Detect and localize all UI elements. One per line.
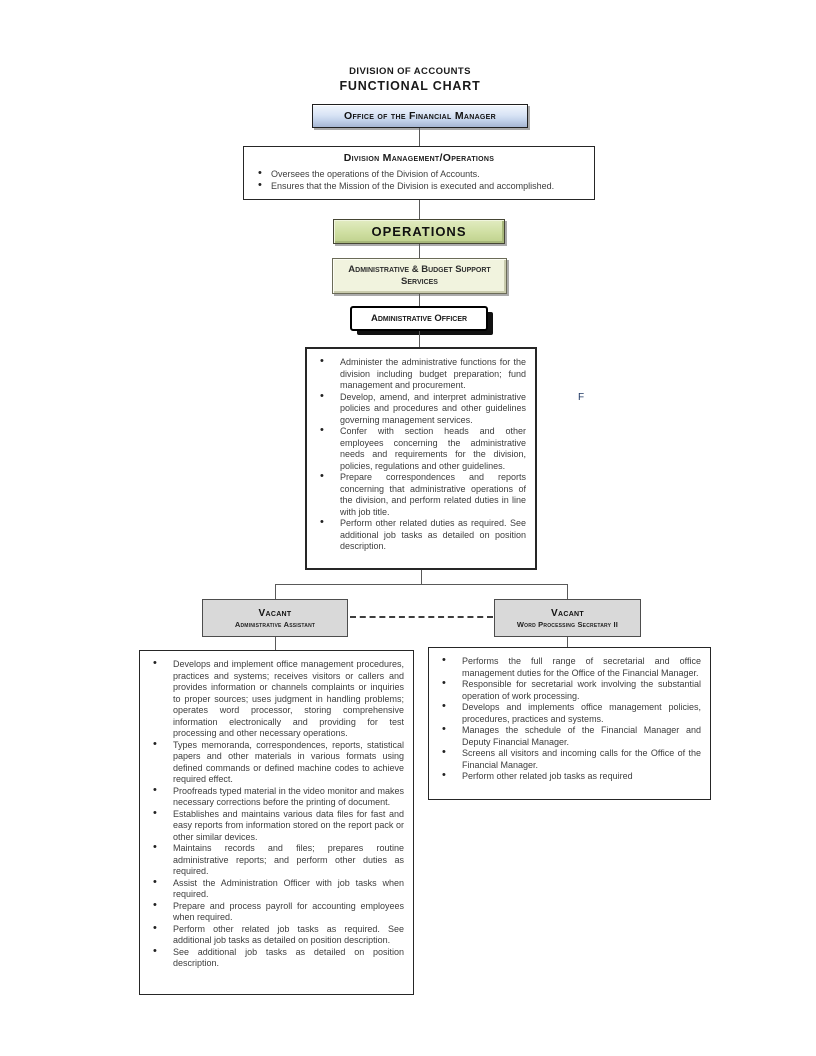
connector-ofm-to-dmo — [419, 128, 420, 146]
connector-abss-to-ao — [419, 294, 420, 306]
bullet-item: • Proofreads typed material in the video monitor and makes necessary corrections before the printing of document. — [173, 786, 404, 809]
bullet-item: • Screens all visitors and incoming calls for the Office of the Financial Manager. — [462, 748, 701, 771]
vacant-title: Vacant — [551, 607, 584, 619]
node-office-of-financial-manager-label: Office of the Financial Manager — [343, 110, 496, 122]
bullet-item: • Types memoranda, correspondences, reports, statistical papers and other materials in various formats using defined commands or defined machine codes to achieve required effect. — [173, 740, 404, 786]
bullet-item: • Confer with section heads and other employees concerning the administrative needs and requirements for the division, policies, regulations and other guidelines. — [340, 426, 526, 472]
word-processing-secretary-duties-list — [429, 648, 710, 783]
node-vacant-administrative-assistant — [202, 599, 348, 637]
bullet-item: • Perform other related duties as required. See additional job tasks as detailed on position description. — [340, 518, 526, 553]
administrative-officer-duties-box — [305, 347, 537, 570]
bullet-item: • Prepare and process payroll for accounting employees when required. — [173, 901, 404, 924]
chart-title-line1: DIVISION OF ACCOUNTS — [349, 66, 471, 77]
node-vacant-word-processing-secretary — [494, 599, 641, 637]
node-admin-budget-support-services — [332, 258, 507, 294]
vacant-subtitle-administrative-assistant: Administrative Assistant — [234, 619, 316, 629]
connector-duties-to-split — [421, 570, 422, 584]
bullet-item: • Develops and implements office management policies, procedures, practices and systems. — [462, 702, 701, 725]
bullet-item: • Develop, amend, and interpret administrative policies and procedures and other guidelines governing management services. — [340, 392, 526, 427]
connector-ao-to-duties — [419, 331, 420, 347]
stray-letter-f: F — [578, 392, 585, 403]
bullet-item: • Manages the schedule of the Financial Manager and Deputy Financial Manager. — [462, 725, 701, 748]
connector-split-horizontal — [275, 584, 568, 585]
bullet-item: • Perform other related job tasks as required. See additional job tasks as detailed on position description. — [173, 924, 404, 947]
bullet-item: • Performs the full range of secretarial and office management duties for the Office of the Financial Manager. — [462, 656, 701, 679]
bullet-item: • Maintains records and files; prepares routine administrative reports; and perform other duties as required. — [173, 843, 404, 878]
connector-operations-to-abss — [419, 244, 420, 258]
administrative-officer-duties-list — [307, 349, 535, 553]
bullet-item: • Responsible for secretarial work involving the substantial operation of work processing. — [462, 679, 701, 702]
word-processing-secretary-duties-box — [428, 647, 711, 800]
bullet-item: • Prepare correspondences and reports concerning that administrative operations of the division, and perform related duties in line with job title. — [340, 472, 526, 518]
connector-split-to-vacant-right — [567, 584, 568, 599]
bullet-item: • Assist the Administration Officer with job tasks when required. — [173, 878, 404, 901]
node-admin-budget-support-label: Administrative & Budget Support Services — [348, 264, 491, 287]
bullet-item: • See additional job tasks as detailed on position description. — [173, 947, 404, 970]
bullet-item: • Perform other related job tasks as required — [462, 771, 701, 783]
administrative-assistant-duties-list — [140, 651, 413, 970]
connector-dashed-between-vacants — [350, 616, 493, 618]
connector-vacant-left-to-duties — [275, 637, 276, 650]
chart-title-block — [0, 66, 816, 93]
division-management-header: Division Management/Operations — [343, 152, 495, 164]
bullet-item: • Develops and implement office management procedures, practices and systems; receives visitors or callers and provides information or channels complaints or inquiries to proper sources; uses judgment in handling problems; operates word processor, storing comprehensive information electronically and providing for test processing and other necessary operations. — [173, 659, 404, 740]
vacant-subtitle-word-processing-secretary: Word Processing Secretary II — [516, 619, 619, 629]
bullet-item: • Establishes and maintains various data files for fast and easy reports from information stored on the report pack or other similar devices. — [173, 809, 404, 844]
node-division-management-operations — [243, 146, 595, 200]
division-management-bullet-list — [244, 168, 594, 192]
vacant-title: Vacant — [258, 607, 292, 619]
chart-title-line2: FUNCTIONAL CHART — [339, 79, 481, 93]
bullet-item: • Administer the administrative functions for the division including budget preparation; fund management and procurement. — [340, 357, 526, 392]
connector-dmo-to-operations — [419, 200, 420, 219]
administrative-assistant-duties-box — [139, 650, 414, 995]
bullet-item: • Oversees the operations of the Division of Accounts. — [271, 168, 584, 180]
node-administrative-officer — [350, 306, 488, 331]
connector-vacant-right-to-duties — [567, 637, 568, 647]
bullet-item: • Ensures that the Mission of the Division is executed and accomplished. — [271, 180, 584, 192]
connector-split-to-vacant-left — [275, 584, 276, 599]
node-operations — [333, 219, 505, 244]
node-administrative-officer-label: Administrative Officer — [370, 313, 468, 324]
node-operations-label: OPERATIONS — [371, 224, 467, 239]
node-office-of-financial-manager — [312, 104, 528, 128]
